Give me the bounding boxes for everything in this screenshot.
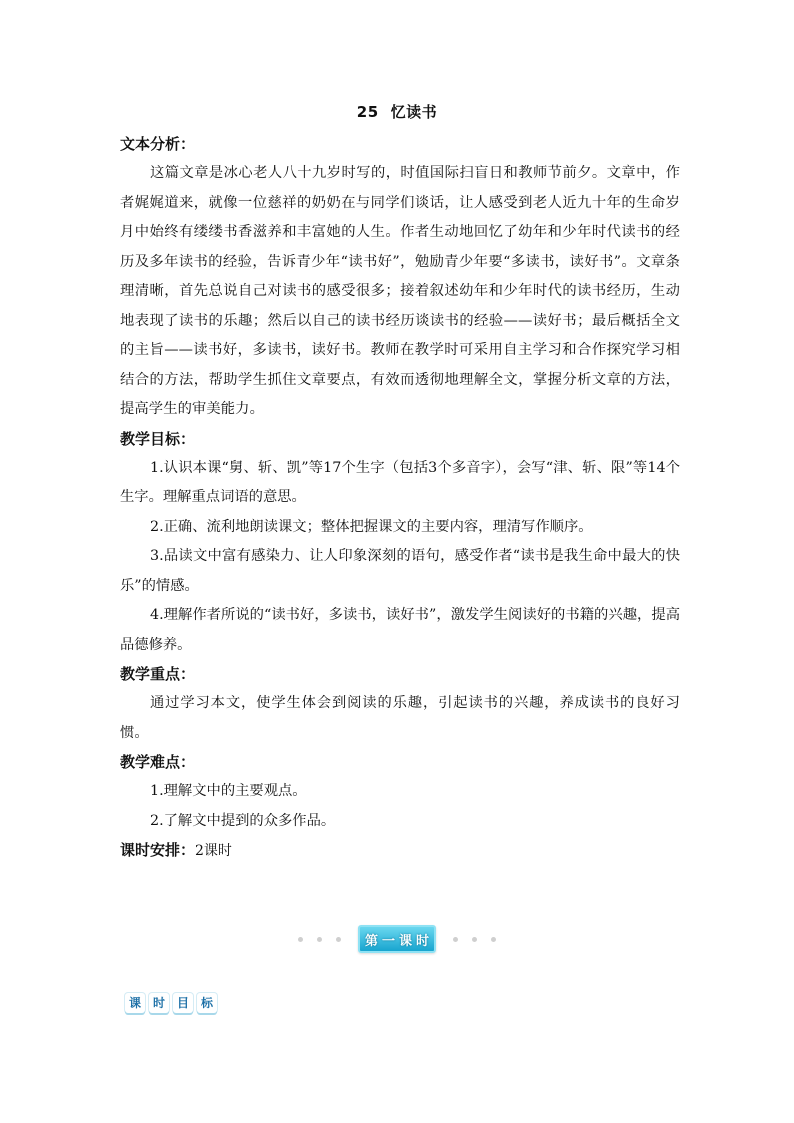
goal-item: 4.理解作者所说的“读书好，多读书，读好书”，激发学生阅读好的书籍的兴趣，提高品德修养。 — [120, 607, 680, 653]
lesson-number: 25 — [356, 103, 379, 121]
first-lesson-divider — [0, 926, 794, 952]
goal-item: 1.认识本课“舅、斩、凯”等17个生字（包括3个多音字），会写“津、斩、限”等14个生字。理解重点词语的意思。 — [120, 459, 680, 505]
lesson-name: 忆读书 — [390, 103, 438, 121]
badge-char: 课 — [399, 933, 413, 949]
lesson-content — [120, 130, 680, 866]
lesson-goals-tag — [125, 993, 217, 1013]
goal-item: 3.品读文中富有感染力、让人印象深刻的语句，感受作者“读书是我生命中最大的快乐”的情感。 — [120, 548, 680, 594]
divider-dot — [298, 937, 303, 942]
divider-dot — [491, 937, 496, 942]
divider-dot — [317, 937, 322, 942]
difficulty-item: 1.理解文中的主要观点。 — [150, 783, 307, 799]
key-points-heading: 教学重点： — [120, 665, 196, 683]
tag-char: 课 — [125, 993, 145, 1013]
tag-char: 时 — [149, 993, 169, 1013]
tag-char: 标 — [197, 993, 217, 1013]
key-points-paragraph: 通过学习本文，使学生体会到阅读的乐趣，引起读书的兴趣，养成读书的良好习惯。 — [120, 695, 680, 741]
difficulty-item: 2.了解文中提到的众多作品。 — [150, 812, 336, 829]
analysis-heading: 文本分析： — [120, 135, 196, 153]
arrangement-line — [120, 836, 680, 866]
goal-item: 2.正确、流利地朗读课文；整体把握课文的主要内容，理清写作顺序。 — [150, 518, 593, 535]
badge-char: 第 — [364, 933, 378, 949]
badge-char: 时 — [416, 933, 430, 949]
divider-dot — [453, 937, 458, 942]
tag-char: 目 — [173, 993, 193, 1013]
badge-char: 一 — [381, 933, 395, 949]
analysis-paragraph: 这篇文章是冰心老人八十九岁时写的，时值国际扫盲日和教师节前夕。文章中，作者娓娓道来，就像一位慈祥的奶奶在与同学们谈话，让人感受到老人近九十年的生命岁月中始终有缕缕书香滋养和丰富她的人生。作者生动地回忆了幼年和少年时代读书的经历及多年读书的经验，告诉青少年“读书好”，勉励青少年要“多读书，读好书”。文章条理清晰，首先总说自己对读书的感受很多；接着叙述幼年和少年时代的读书经历，生动地表现了读书的乐趣；然后以自己的读书经历谈读书的经验——读好书；最后概括全文的主旨——读书好，多读书，读好书。教师在教学时可采用自主学习和合作探究学习相结合的方法，帮助学生抓住文章要点，有效而透彻地理解全文，掌握分析文章的方法，提高学生的审美能力。 — [120, 165, 680, 417]
first-lesson-badge — [358, 925, 436, 953]
arrangement-label: 课时安排： — [120, 841, 196, 859]
divider-dot — [472, 937, 477, 942]
difficulties-heading: 教学难点： — [120, 753, 196, 771]
lesson-title — [0, 101, 794, 122]
goals-heading: 教学目标： — [120, 429, 196, 448]
arrangement-value: 2课时 — [195, 843, 232, 859]
divider-dot — [336, 937, 341, 942]
